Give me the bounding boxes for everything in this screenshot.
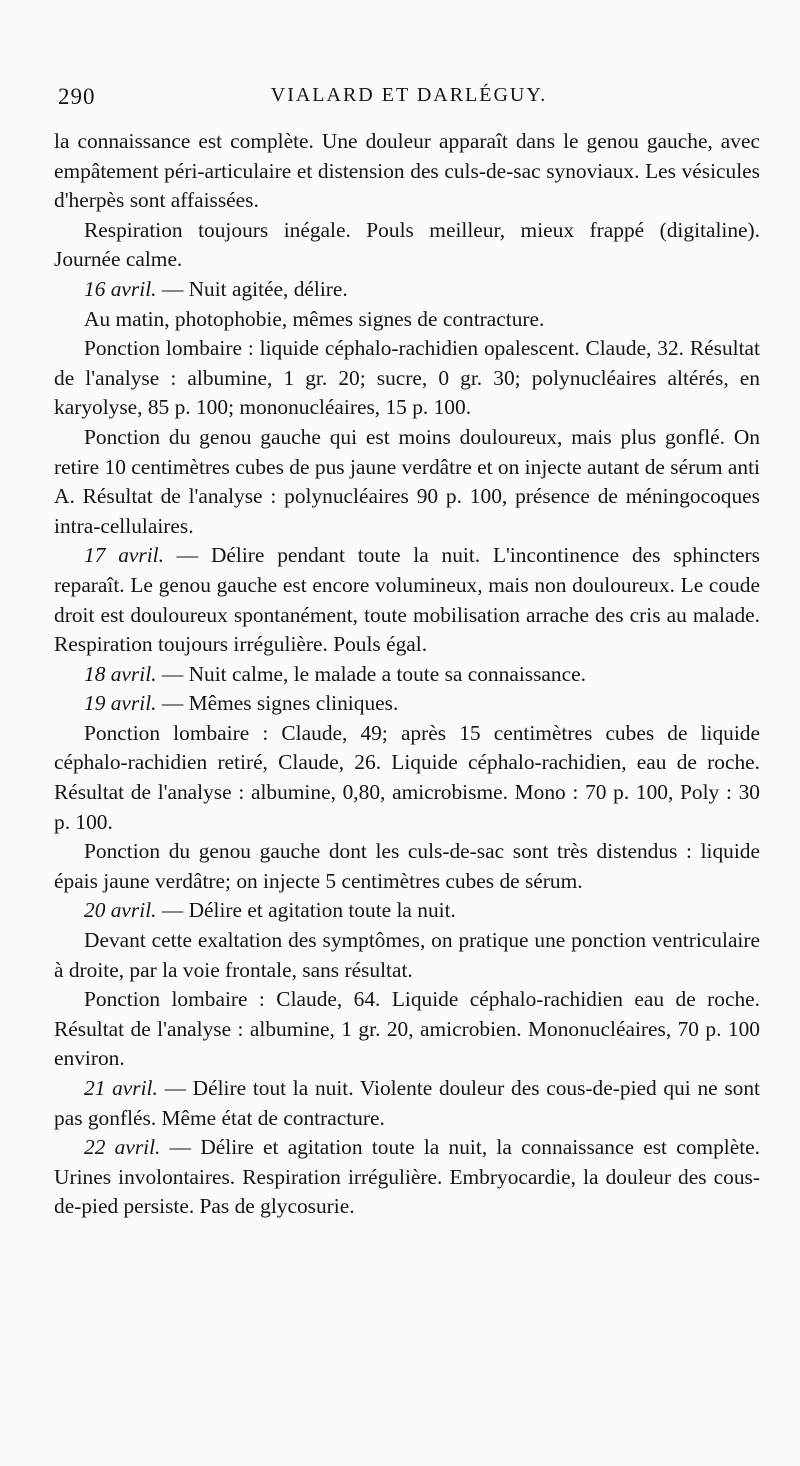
running-title: VIALARD ET DARLÉGUY.	[270, 84, 548, 106]
paragraph-text: Au matin, photophobie, mêmes signes de contracture.	[84, 306, 545, 331]
paragraph-date: 21 avril.	[84, 1076, 158, 1100]
paragraph	[54, 896, 760, 926]
paragraph	[54, 127, 760, 216]
paragraph-text: la connaissance est complète. Une douleur apparaît dans le genou gauche, avec empâtement péri-articulaire et distension des culs-de-sac synoviaux. Les vésicules d'herpès sont affaissées.	[54, 129, 760, 213]
paragraph-text: — Délire et agitation toute la nuit.	[156, 898, 456, 923]
paragraph-text: — Nuit calme, le malade a toute sa connaissance.	[156, 661, 586, 686]
paragraph-date: 20 avril.	[84, 898, 157, 923]
paragraph	[54, 541, 760, 659]
paragraph-date: 19 avril.	[84, 691, 157, 716]
page-header	[58, 84, 760, 116]
paragraph-text: Ponction du genou gauche qui est moins douloureux, mais plus gonflé. On retire 10 centimètres cubes de pus jaune verdâtre et on injecte autant de sérum anti A. Résultat de l'analyse : polynucléaires 90 p. 100, présence de méningocoques intra-cellulaires.	[54, 424, 760, 538]
paragraph-text: Ponction du genou gauche dont les culs-de-sac sont très distendus : liquide épais jaune verdâtre; on injecte 5 centimètres cubes de sérum.	[54, 839, 760, 893]
paragraph-text: Devant cette exaltation des symptômes, on pratique une ponction ventriculaire à droite, par la voie frontale, sans résultat.	[54, 928, 760, 982]
paragraph	[54, 837, 760, 896]
paragraph-text: Ponction lombaire : Claude, 49; après 15 centimètres cubes de liquide céphalo-rachidien retiré, Claude, 26. Liquide céphalo-rachidien, eau de roche. Résultat de l'analyse : albumine, 0,80, amicrobisme. Mono : 70 p. 100, Poly : 30 p. 100.	[54, 720, 760, 834]
paragraph-date: 16 avril.	[84, 276, 157, 301]
paragraph-text: — Délire tout la nuit. Violente douleur des cous-de-pied qui ne sont pas gonflés. Même état de contracture.	[54, 1076, 760, 1130]
paragraph	[54, 926, 760, 985]
paragraph	[54, 660, 760, 690]
paragraph-text: Respiration toujours inégale. Pouls meilleur, mieux frappé (digitaline). Journée calme.	[54, 217, 760, 272]
paragraph	[54, 719, 760, 837]
paragraph	[54, 216, 760, 275]
paragraph-text: — Mêmes signes cliniques.	[156, 691, 399, 716]
paragraph-date: 22 avril.	[84, 1135, 161, 1160]
paragraph-date: 18 avril.	[84, 661, 157, 686]
paragraph-text: Ponction lombaire : Claude, 64. Liquide céphalo-rachidien eau de roche. Résultat de l'analyse : albumine, 1 gr. 20, amicrobien. Mononucléaires, 70 p. 100 environ.	[54, 987, 760, 1071]
paragraph-text: — Nuit agitée, délire.	[156, 276, 348, 301]
paragraph-text: — Délire pendant toute la nuit. L'incontinence des sphincters reparaît. Le genou gauche est encore volumineux, mais non douloureux. Le coude droit est douloureux spontanément, toute mobilisation arrache des cris au malade. Respiration toujours irrégulière. Pouls égal.	[54, 543, 760, 657]
paragraph	[54, 1074, 760, 1133]
paragraph	[54, 275, 760, 305]
paragraph	[54, 689, 760, 719]
paragraph-date: 17 avril.	[84, 543, 164, 568]
paragraph-text: — Délire et agitation toute la nuit, la connaissance est complète. Urines involontaires. Respiration irrégulière. Embryocardie, la douleur des cous-de-pied persiste. Pas de glycosurie.	[54, 1135, 760, 1219]
paragraph	[54, 985, 760, 1074]
paragraph	[54, 1133, 760, 1222]
paragraph	[54, 334, 760, 423]
paragraph-text: Ponction lombaire : liquide céphalo-rachidien opalescent. Claude, 32. Résultat de l'analyse : albumine, 1 gr. 20; sucre, 0 gr. 30; polynucléaires altérés, en karyolyse, 85 p. 100; mononucléaires, 15 p. 100.	[54, 336, 760, 420]
paragraph	[54, 305, 760, 335]
paragraph	[54, 423, 760, 541]
body-text	[54, 127, 760, 1222]
page-number: 290	[58, 84, 96, 109]
